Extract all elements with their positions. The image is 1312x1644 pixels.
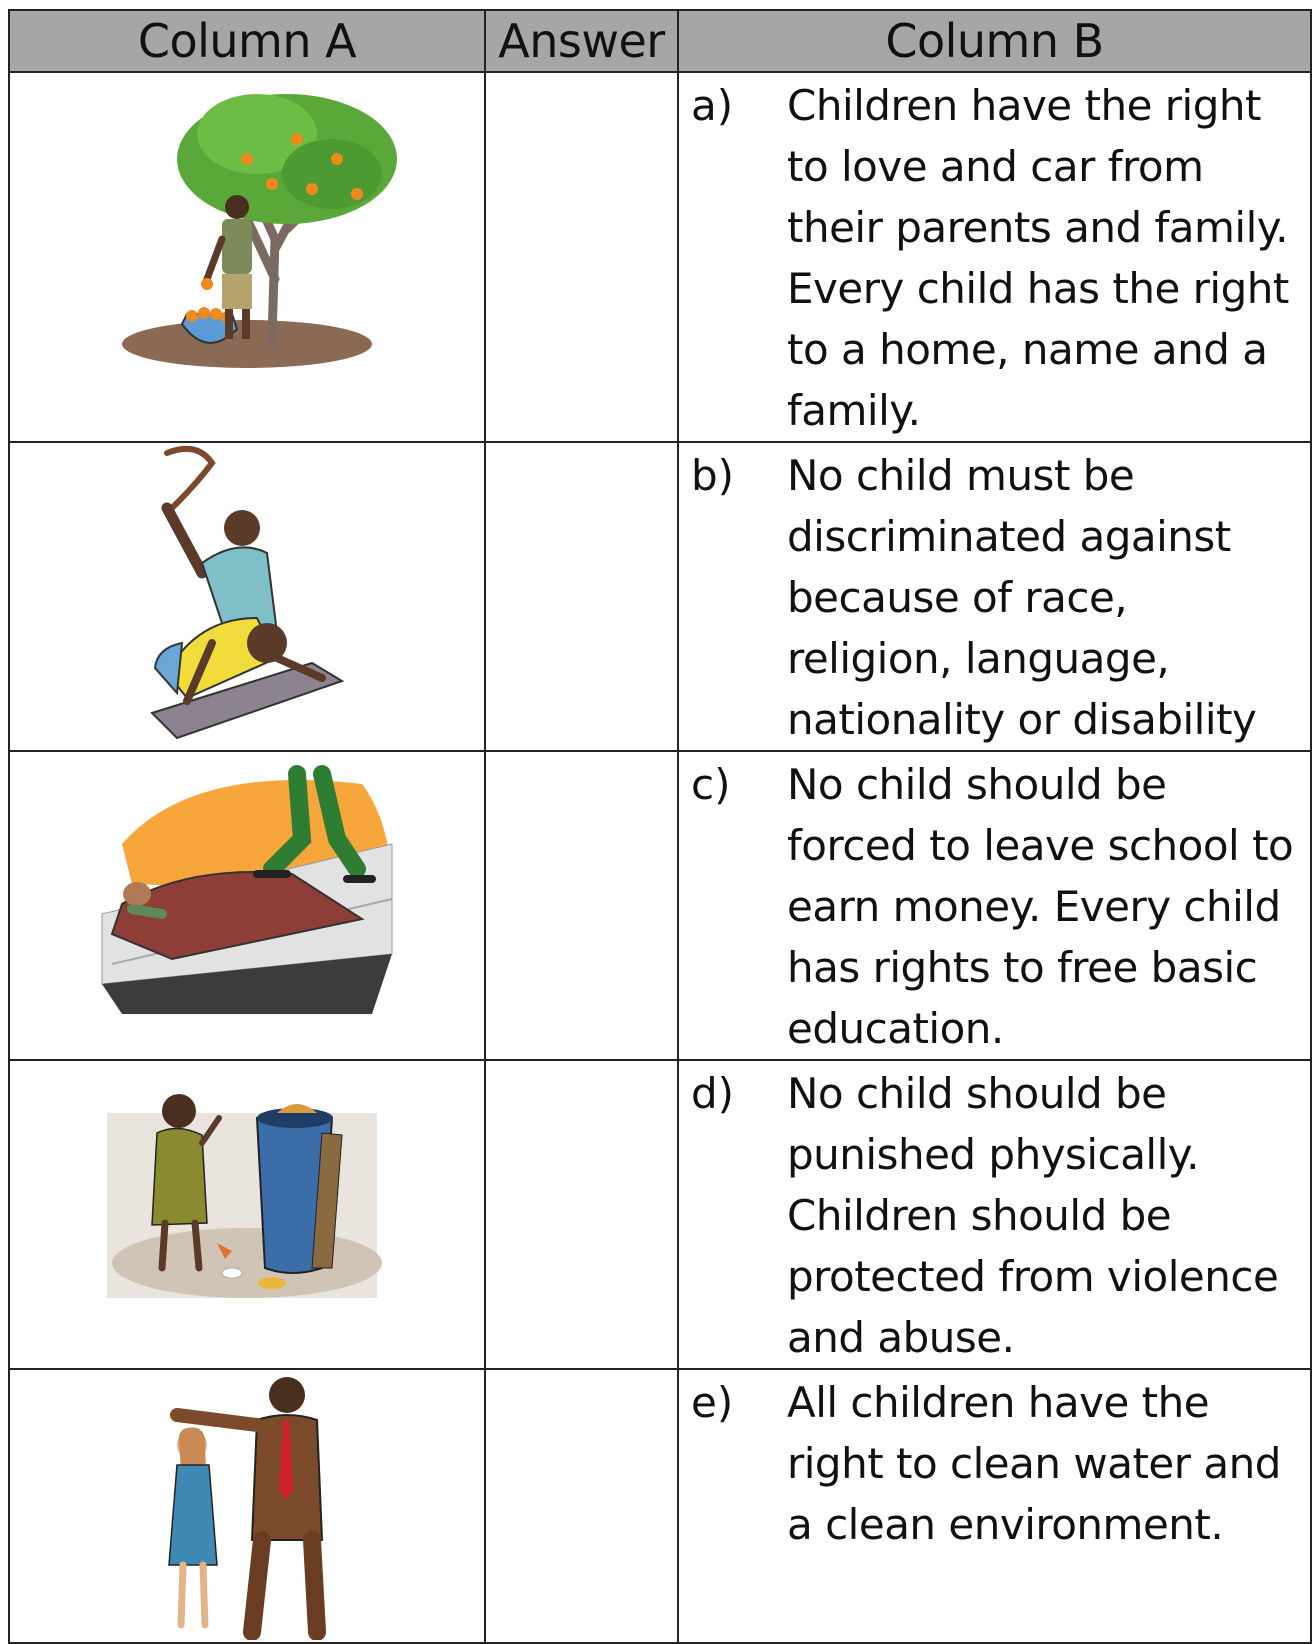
option-text: No child must be discriminated against because of race, religion, language, nationality or disability bbox=[787, 451, 1257, 744]
picture-girl-beside-rubbish-bin bbox=[9, 1060, 485, 1369]
answer-cell[interactable] bbox=[485, 1060, 678, 1369]
column-b-cell bbox=[678, 442, 1311, 751]
option-text: Children have the right to love and car from their parents and family. Every child has the right to a home, name and a family. bbox=[787, 81, 1289, 435]
column-a-header: Column A bbox=[9, 10, 485, 72]
answer-header: Answer bbox=[485, 10, 678, 72]
table-row bbox=[9, 442, 1311, 751]
man-beating-boy-illustration bbox=[117, 443, 377, 743]
picture-man-pointing-at-girl bbox=[9, 1369, 485, 1643]
option-text: No child should be forced to leave school to earn money. Every child has rights to free basic education. bbox=[787, 760, 1294, 1053]
column-b-cell bbox=[678, 751, 1311, 1060]
table-row bbox=[9, 1369, 1311, 1643]
answer-cell[interactable] bbox=[485, 751, 678, 1060]
man-pointing-at-girl-illustration bbox=[137, 1370, 357, 1640]
option-letter: d) bbox=[691, 1069, 735, 1118]
column-b-cell bbox=[678, 1369, 1311, 1643]
matching-table bbox=[8, 9, 1312, 1644]
option-letter: b) bbox=[691, 451, 735, 500]
answer-cell[interactable] bbox=[485, 1369, 678, 1643]
child-sleeping-on-street-illustration bbox=[92, 764, 402, 1024]
option-letter: a) bbox=[691, 81, 734, 130]
option-letter: e) bbox=[691, 1378, 734, 1427]
option-text: All children have the right to clean water and a clean environment. bbox=[787, 1378, 1281, 1549]
column-b-cell bbox=[678, 1060, 1311, 1369]
girl-beside-rubbish-bin-illustration bbox=[107, 1073, 387, 1303]
option-text: No child should be punished physically. Children should be protected from violence and abuse. bbox=[787, 1069, 1279, 1362]
table-row bbox=[9, 751, 1311, 1060]
table-row bbox=[9, 72, 1311, 442]
picture-man-beating-boy bbox=[9, 442, 485, 751]
column-b-header: Column B bbox=[678, 10, 1311, 72]
table-row bbox=[9, 1060, 1311, 1369]
picture-boy-picking-oranges bbox=[9, 72, 485, 442]
option-letter: c) bbox=[691, 760, 731, 809]
header-row bbox=[9, 10, 1311, 72]
answer-cell[interactable] bbox=[485, 442, 678, 751]
answer-cell[interactable] bbox=[485, 72, 678, 442]
boy-picking-oranges-illustration bbox=[97, 79, 397, 379]
column-b-cell bbox=[678, 72, 1311, 442]
picture-child-sleeping-on-street bbox=[9, 751, 485, 1060]
